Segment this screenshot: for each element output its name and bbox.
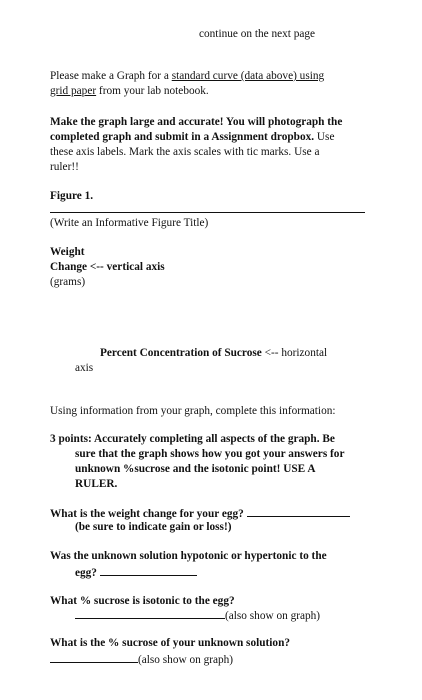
intro-line-1 — [50, 69, 324, 84]
instructions-bold-text: completed graph and submit in a Assignment dropbox. — [50, 131, 315, 143]
question-unknown-note: (also show on graph) — [138, 654, 234, 666]
question-unknown-line-2 — [50, 651, 233, 668]
figure-title-hint: (Write an Informative Figure Title) — [50, 217, 209, 229]
intro-line-2 — [50, 84, 209, 99]
x-axis-label-arrow: <-- horizontal — [261, 347, 328, 359]
instructions-line-1: Make the graph large and accurate! You will photograph the — [50, 116, 343, 128]
figure-title-rule — [50, 212, 365, 213]
x-axis-label-2: axis — [75, 362, 94, 374]
answer-blank-tonicity[interactable] — [100, 564, 197, 576]
grid-paper-link: grid paper — [50, 85, 97, 97]
intro-text-2: from your lab notebook. — [96, 85, 209, 97]
standard-curve-link: standard curve (data above) using — [171, 70, 325, 82]
question-isotonic: What % sucrose is isotonic to the egg? — [50, 595, 235, 607]
question-weight-change-note: (be sure to indicate gain or loss!) — [75, 521, 232, 533]
question-tonicity-line-2 — [75, 564, 197, 581]
continue-note: continue on the next page — [199, 28, 316, 40]
instructions-normal-text: Use — [314, 131, 335, 143]
y-axis-units: (grams) — [50, 276, 86, 288]
question-isotonic-note: (also show on graph) — [225, 610, 321, 622]
instructions-line-2 — [50, 130, 334, 145]
answer-blank-weight-change[interactable] — [247, 505, 350, 517]
x-axis-label-bold: Percent Concentration of Sucrose — [100, 347, 262, 359]
figure-label: Figure 1. — [50, 190, 94, 202]
y-axis-label-2: Change <-- vertical axis — [50, 261, 165, 273]
question-isotonic-line-2 — [75, 607, 320, 624]
answer-blank-unknown[interactable] — [50, 651, 138, 663]
points-line-3: unknown %sucrose and the isotonic point! USE A — [75, 463, 316, 475]
x-axis-label — [100, 346, 327, 361]
instructions-line-3: these axis labels. Mark the axis scales with tic marks. Use a — [50, 146, 320, 158]
question-tonicity-egg: egg? — [75, 567, 97, 579]
intro-text: Please make a Graph for a — [50, 70, 172, 82]
instructions-line-4: ruler!! — [50, 161, 79, 173]
points-line-4: RULER. — [75, 478, 118, 490]
answer-blank-isotonic[interactable] — [75, 607, 225, 619]
points-line-1: 3 points: Accurately completing all aspects of the graph. Be — [50, 433, 335, 445]
y-axis-label-1: Weight — [50, 246, 85, 258]
question-unknown: What is the % sucrose of your unknown solution? — [50, 637, 291, 649]
using-info: Using information from your graph, complete this information: — [50, 405, 336, 417]
question-weight-change-text: What is the weight change for your egg? — [50, 508, 244, 520]
question-tonicity: Was the unknown solution hypotonic or hypertonic to the — [50, 550, 327, 562]
points-line-2: sure that the graph shows how you got your answers for — [75, 448, 345, 460]
